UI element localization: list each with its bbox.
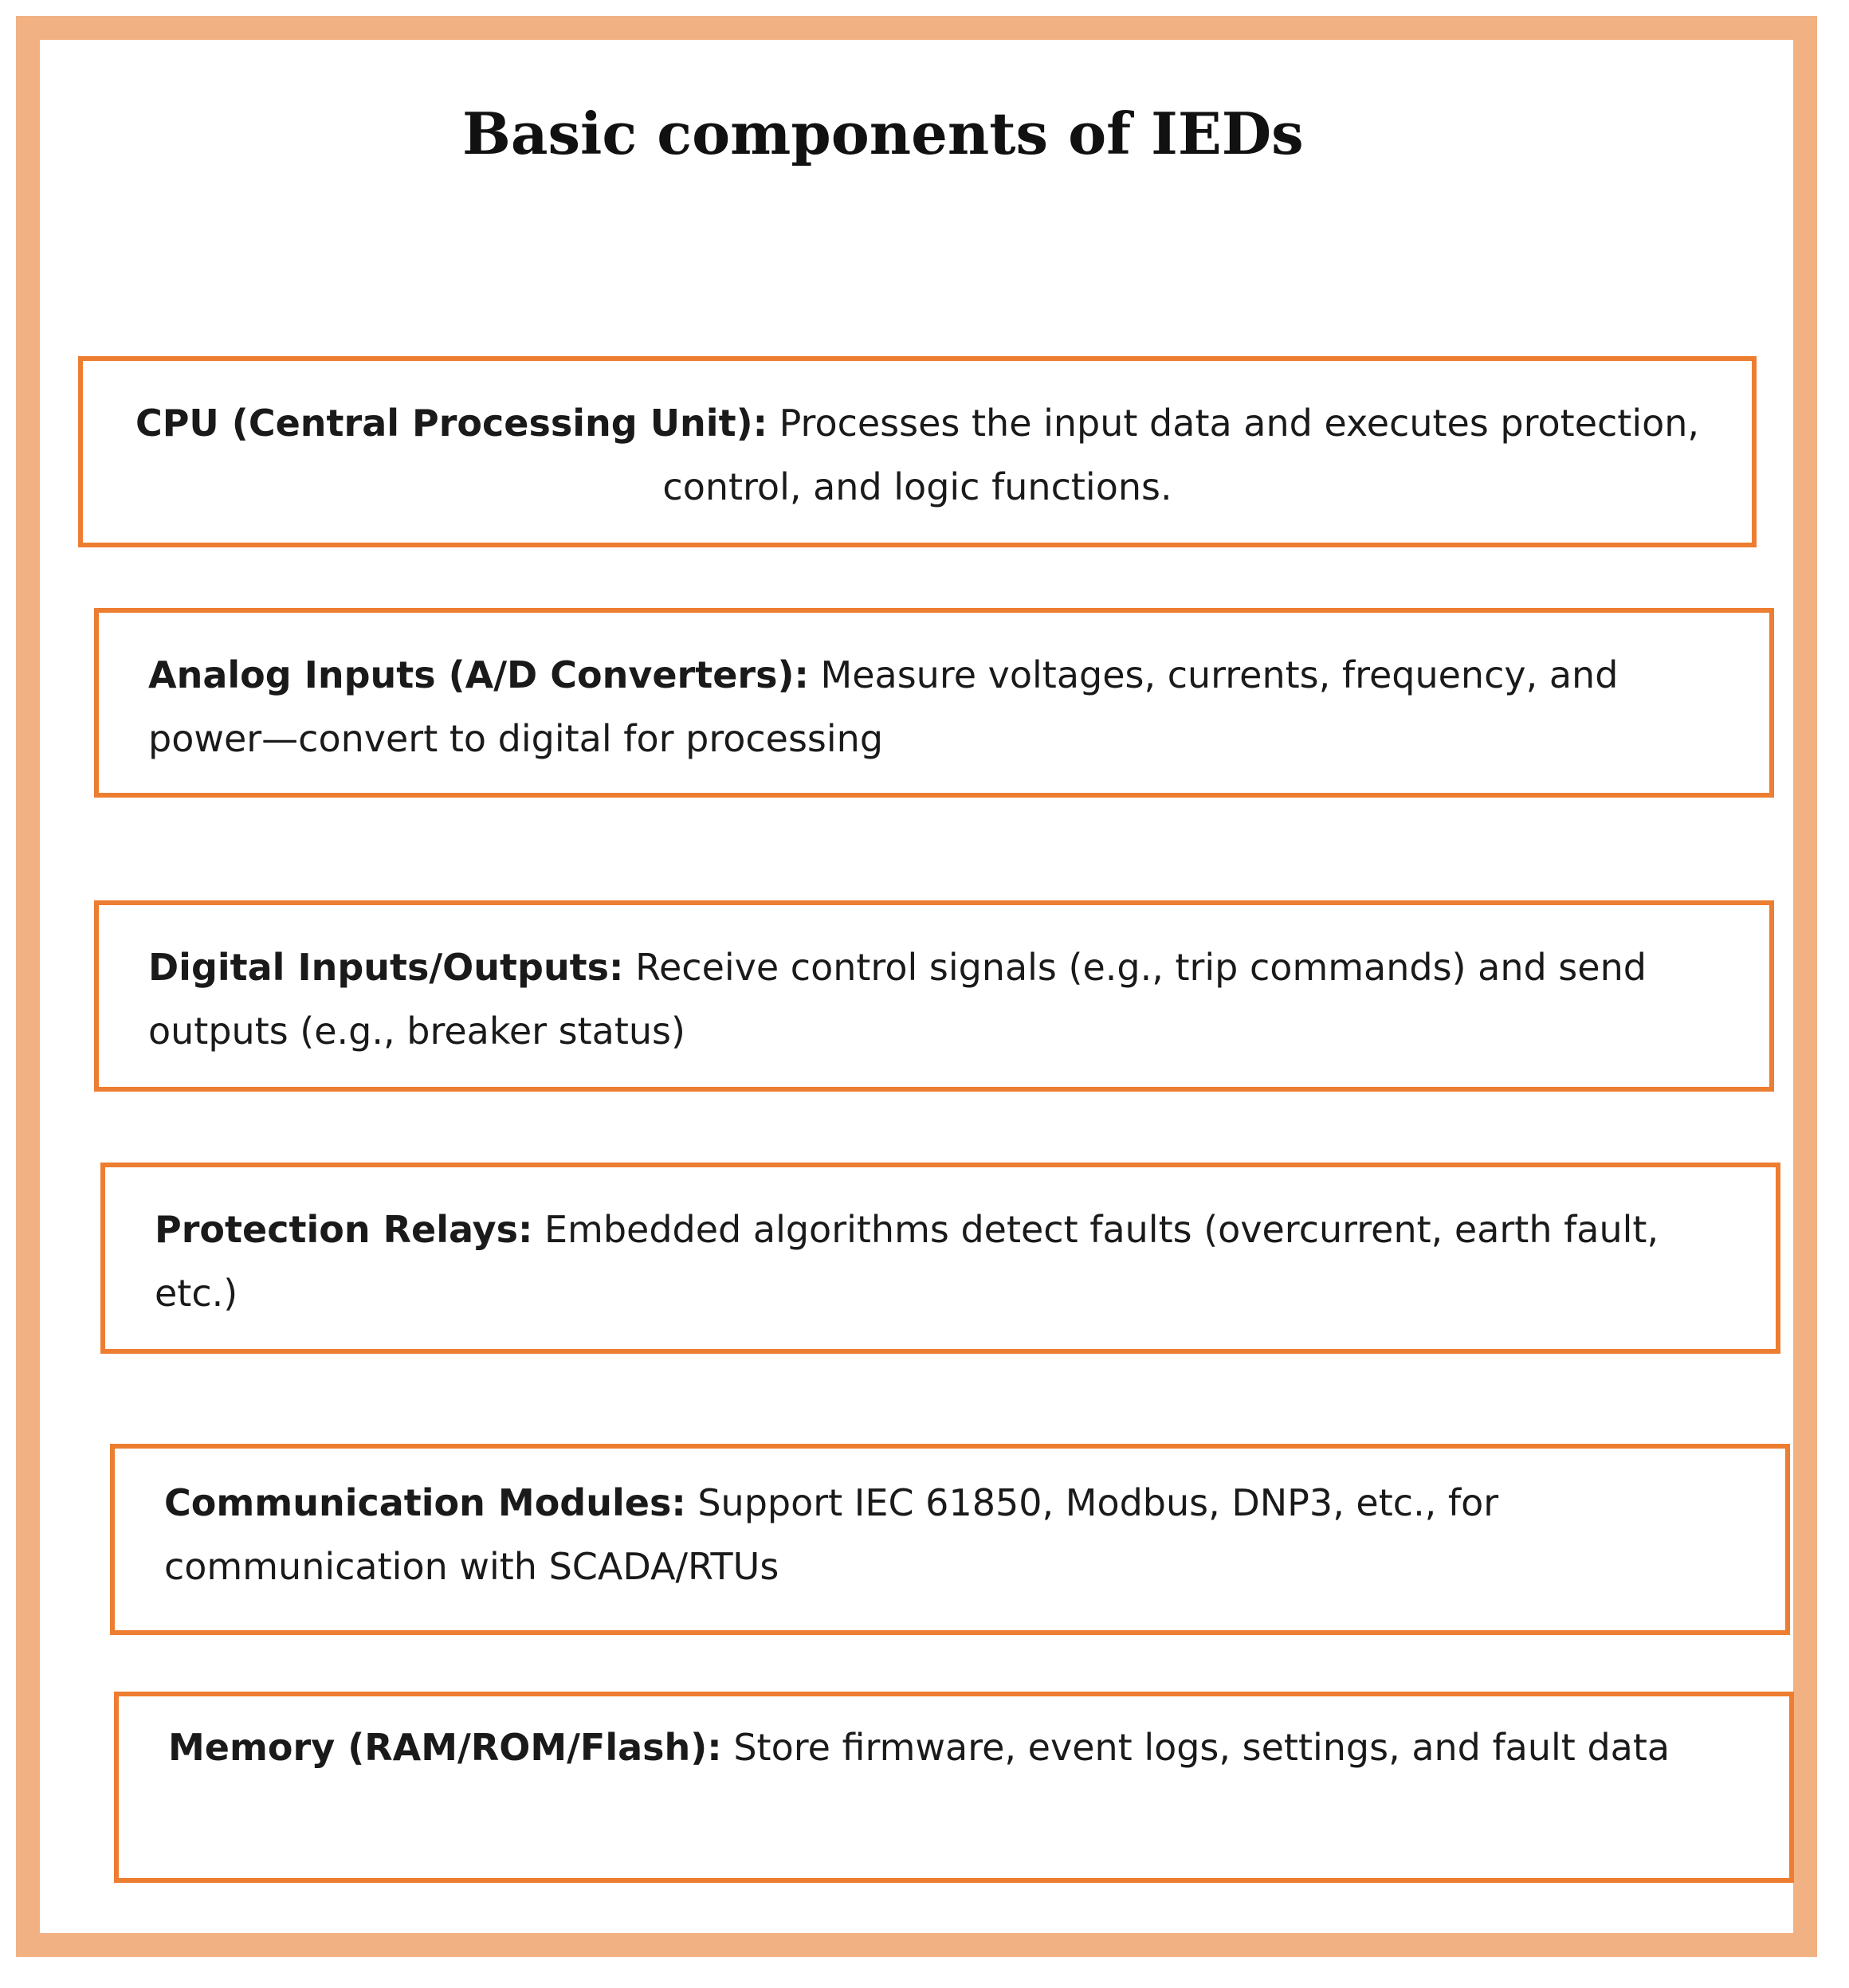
component-term: Protection Relays: xyxy=(155,1208,533,1251)
component-description: Measure voltages, currents, frequency, and power—convert to digital for processing xyxy=(148,653,1619,760)
diagram-title: Basic components of IEDs xyxy=(462,100,1304,167)
component-term: Memory (RAM/ROM/Flash): xyxy=(168,1726,722,1769)
component-box-communication-modules xyxy=(110,1444,1790,1635)
component-box-digital-io xyxy=(94,900,1774,1092)
component-term: CPU (Central Processing Unit): xyxy=(135,402,767,445)
component-box-cpu xyxy=(78,356,1757,547)
component-box-protection-relays xyxy=(100,1163,1780,1354)
component-description: Embedded algorithms detect faults (overcurrent, earth fault, etc.) xyxy=(155,1208,1659,1315)
component-term: Communication Modules: xyxy=(164,1481,686,1524)
component-description: Processes the input data and executes protection, control, and logic functions. xyxy=(662,402,1700,508)
component-term: Analog Inputs (A/D Converters): xyxy=(148,653,809,696)
component-term: Digital Inputs/Outputs: xyxy=(148,946,624,989)
component-box-analog-inputs xyxy=(94,608,1774,798)
component-box-memory xyxy=(114,1692,1794,1883)
component-description: Receive control signals (e.g., trip commands) and send outputs (e.g., breaker status) xyxy=(148,946,1647,1053)
component-description: Store firmware, event logs, settings, and fault data xyxy=(733,1726,1670,1769)
component-description: Support IEC 61850, Modbus, DNP3, etc., for communication with SCADA/RTUs xyxy=(164,1481,1499,1588)
